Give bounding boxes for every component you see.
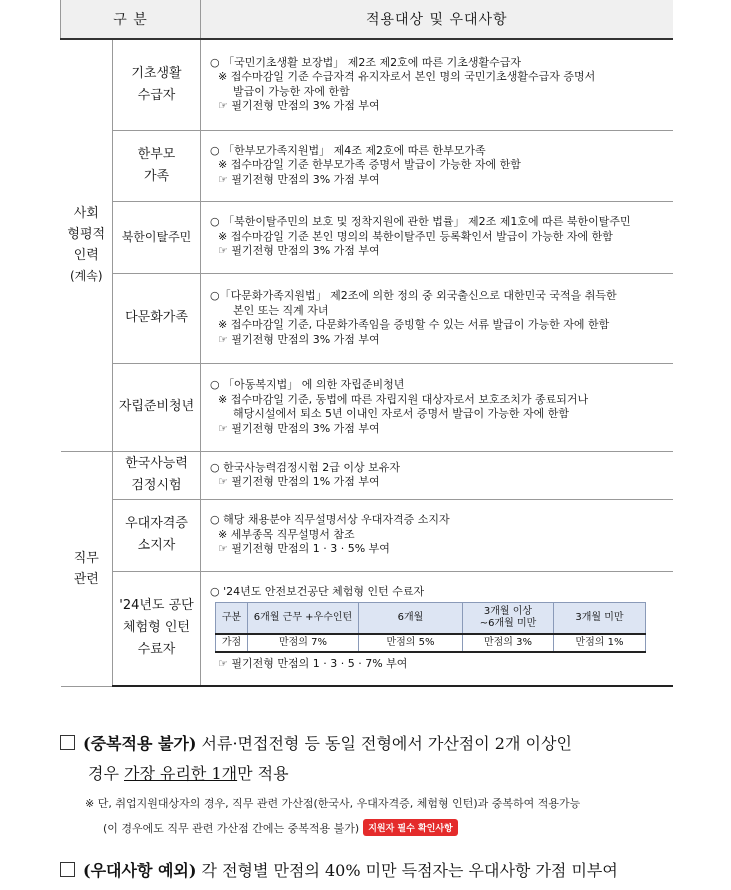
duplicate-rule-continued: 경우 가장 유리한 1개만 적용 xyxy=(88,764,289,783)
intern-table-header: 구분 6개월 근무 +우수인턴 6개월 3개월 이상 ~6개월 미만 3개월 미만 xyxy=(216,603,646,635)
checkbox-square-icon xyxy=(60,862,75,877)
table-row xyxy=(61,130,673,201)
intern-table-values: 가점 만점의 7% 만점의 5% 만점의 3% 만점의 1% xyxy=(216,634,646,652)
row-content: ○「다문화가족지원법」 제2조에 의한 정의 중 외국출신으로 대한민국 국적을 취득한 본인 또는 직계 자녀 ※ 접수마감일 기준, 다문화가족임을 증빙할 수 있는 서류 발급이 가능한 자에 한함 ☞ 필기전형 만점의 3% 가점 부여 xyxy=(201,273,673,363)
exception-note-continued: (이 경우에도 직무 관련 가산점 간에는 중복적용 불가) 지원자 필수 확인사항 xyxy=(103,819,458,836)
row-content: ○ 「아동복지법」 에 의한 자립준비청년 ※ 접수마감일 기준, 동법에 따른 자립지원 대상자로서 보호조치가 종료되거나 해당시설에서 퇴소 5년 이내인 자로서 증명서 발급이 가능한 자에 한함 ☞ 필기전형 만점의 3% 가점 부여 xyxy=(201,363,673,451)
table-header-row xyxy=(61,0,673,39)
table-row xyxy=(61,201,673,273)
row-title: 우대자격증 소지자 xyxy=(113,499,201,571)
row-title: 한부모 가족 xyxy=(113,130,201,201)
row-title: '24년도 공단 체험형 인턴 수료자 xyxy=(113,571,201,686)
duplicate-rule-paragraph: (중복적용 불가) 서류·면접전형 등 동일 전형에서 가산점이 2개 이상인 xyxy=(60,731,572,754)
required-check-badge: 지원자 필수 확인사항 xyxy=(363,819,458,836)
preference-table xyxy=(60,0,673,687)
row-content: ○ 「한부모가족지원법」 제4조 제2호에 따른 한부모가족 ※ 접수마감일 기준 한부모가족 증명서 발급이 가능한 자에 한함 ☞ 필기전형 만점의 3% 가점 부여 xyxy=(201,130,673,201)
row-title: 기초생활 수급자 xyxy=(113,39,201,130)
row-title: 다문화가족 xyxy=(113,273,201,363)
header-category: 구 분 xyxy=(61,0,201,39)
header-target: 적용대상 및 우대사항 xyxy=(201,0,673,39)
exception-note: ※ 단, 취업지원대상자의 경우, 직무 관련 가산점(한국사, 우대자격증, 체험형 인턴)과 중복하여 적용가능 xyxy=(85,797,581,810)
row-content: ○ 「국민기초생활 보장법」 제2조 제2호에 따른 기초생활수급자 ※ 접수마감일 기준 수급자격 유지자로서 본인 명의 국민기초생활수급자 증명서 발급이 가능한 자에 한함 ☞ 필기전형 만점의 3% 가점 부여 xyxy=(201,39,673,130)
row-title: 자립준비청년 xyxy=(113,363,201,451)
row-content: ○ 「북한이탈주민의 보호 및 정착지원에 관한 법률」 제2조 제1호에 따른 북한이탈주민 ※ 접수마감일 기준 본인 명의의 북한이탈주민 등록확인서 발급이 가능한 자에 한함 ☞ 필기전형 만점의 3% 가점 부여 xyxy=(201,201,673,273)
row-content: ○ 한국사능력검정시험 2급 이상 보유자 ☞ 필기전형 만점의 1% 가점 부여 xyxy=(201,451,673,499)
table-row xyxy=(61,363,673,451)
row-title: 한국사능력 검정시험 xyxy=(113,451,201,499)
checkbox-square-icon xyxy=(60,735,75,750)
exception-paragraph: (우대사항 예외) 각 전형별 만점의 40% 미만 득점자는 우대사항 가점 미부여 xyxy=(60,858,618,881)
row-content: ○ '24년도 안전보건공단 체험형 인턴 수료자 구분 6개월 근무 +우수인턴 6개월 3개월 이상 ~6개월 미만 3개월 미만 가점 만점의 7% 만점의 5% 만점의 3% 만점의 1% ☞ 필기전형 만점의 1 · 3 · 5 · 7% 부여 xyxy=(201,571,673,686)
row-title: 북한이탈주민 xyxy=(113,201,201,273)
table-row xyxy=(61,499,673,571)
table-row xyxy=(61,571,673,686)
table-row xyxy=(61,451,673,499)
row-content: ○ 해당 채용분야 직무설명서상 우대자격증 소지자 ※ 세부종목 직무설명서 참조 ☞ 필기전형 만점의 1 · 3 · 5% 부여 xyxy=(201,499,673,571)
intern-bonus-table xyxy=(215,602,646,653)
group-label-job: 직무 관련 xyxy=(61,451,113,686)
table-row xyxy=(61,39,673,130)
group-label-social: 사회 형평적 인력 (계속) xyxy=(61,39,113,451)
table-row xyxy=(61,273,673,363)
